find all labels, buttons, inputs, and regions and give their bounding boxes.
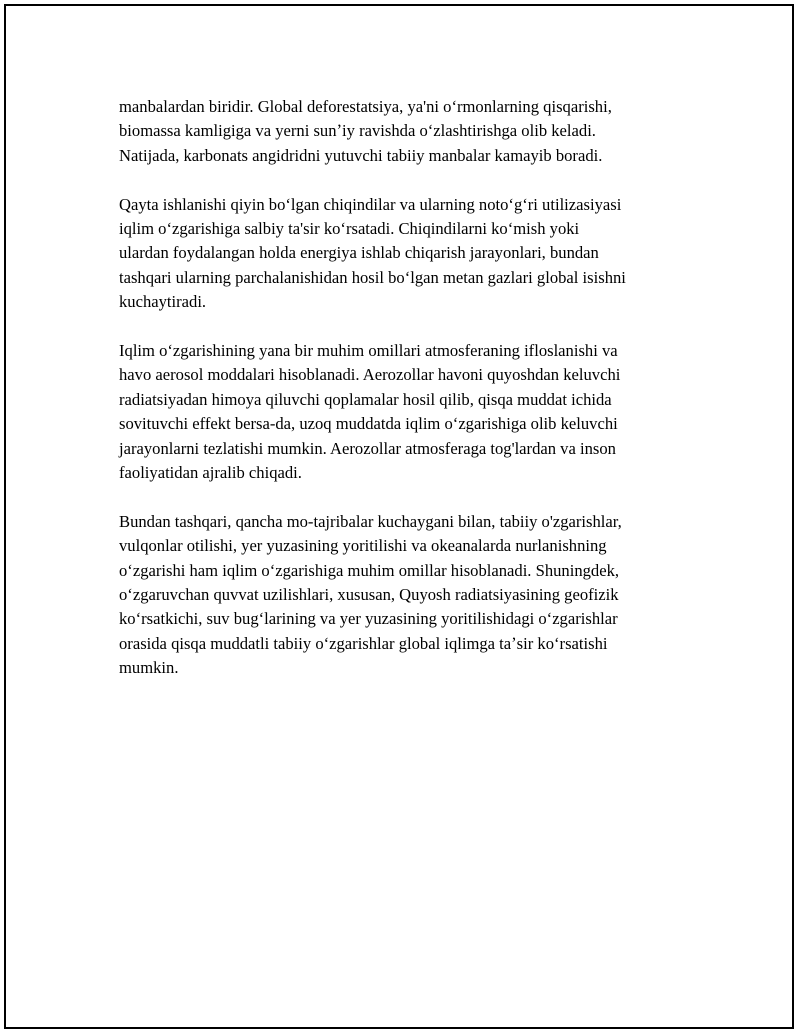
- text-line: iqlim oʻzgarishiga salbiy ta'sir koʻrsatadi. Chiqindilarni koʻmish yoki: [119, 219, 580, 239]
- text-line: koʻrsatkichi, suv bugʻlarining va yer yuzasining yoritilishidagi oʻzgarishlar: [119, 609, 618, 629]
- text-line: tashqari ularning parchalanishidan hosil boʻlgan metan gazlari global isishni: [119, 267, 626, 287]
- document-body: [119, 95, 693, 705]
- text-line: vulqonlar otilishi, yer yuzasining yoritilishi va okeanalarda nurlanishning: [119, 536, 607, 556]
- text-line: kuchaytiradi.: [119, 292, 207, 312]
- text-line: sovituvchi effekt bersa-da, uzoq muddatda iqlim oʻzgarishiga olib keluvchi: [119, 414, 618, 434]
- text-line: radiatsiyadan himoya qiluvchi qoplamalar hosil qilib, qisqa muddat ichida: [119, 389, 612, 409]
- paragraph-1: [119, 95, 693, 168]
- text-line: ulardan foydalangan holda energiya ishlab chiqarish jarayonlari, bundan: [119, 243, 599, 263]
- text-line: Iqlim oʻzgarishining yana bir muhim omillari atmosferaning ifloslanishi va: [119, 341, 618, 361]
- paragraph-2: [119, 193, 693, 315]
- paragraph-4: [119, 510, 693, 681]
- text-line: oʻzgarishi ham iqlim oʻzgarishiga muhim omillar hisoblanadi. Shuningdek,: [119, 560, 620, 580]
- text-line: faoliyatidan ajralib chiqadi.: [119, 463, 302, 483]
- text-line: Natijada, karbonats angidridni yutuvchi tabiiy manbalar kamayib boradi.: [119, 145, 603, 165]
- text-line: orasida qisqa muddatli tabiiy oʻzgarishlar global iqlimga taʼsir koʻrsatishi: [119, 633, 608, 653]
- text-line: havo aerosol moddalari hisoblanadi. Aerozollar havoni quyoshdan keluvchi: [119, 365, 621, 385]
- document-page: [4, 4, 794, 1029]
- text-line: mumkin.: [119, 658, 179, 678]
- text-line: jarayonlarni tezlatishi mumkin. Aerozollar atmosferaga tog'lardan va inson: [119, 438, 616, 458]
- text-line: Qayta ishlanishi qiyin boʻlgan chiqindilar va ularning notoʻgʻri utilizasiyasi: [119, 194, 622, 214]
- text-line: oʻzgaruvchan quvvat uzilishlari, xususan, Quyosh radiatsiyasining geofizik: [119, 585, 619, 605]
- paragraph-3: [119, 339, 693, 485]
- text-line: manbalardan biridir. Global deforestatsiya, ya'ni oʻrmonlarning qisqarishi,: [119, 97, 612, 116]
- text-line: Bundan tashqari, qancha mo-tajribalar kuchaygani bilan, tabiiy o'zgarishlar,: [119, 511, 622, 531]
- text-line: biomassa kamligiga va yerni sunʼiy ravishda oʻzlashtirishga olib keladi.: [119, 121, 596, 141]
